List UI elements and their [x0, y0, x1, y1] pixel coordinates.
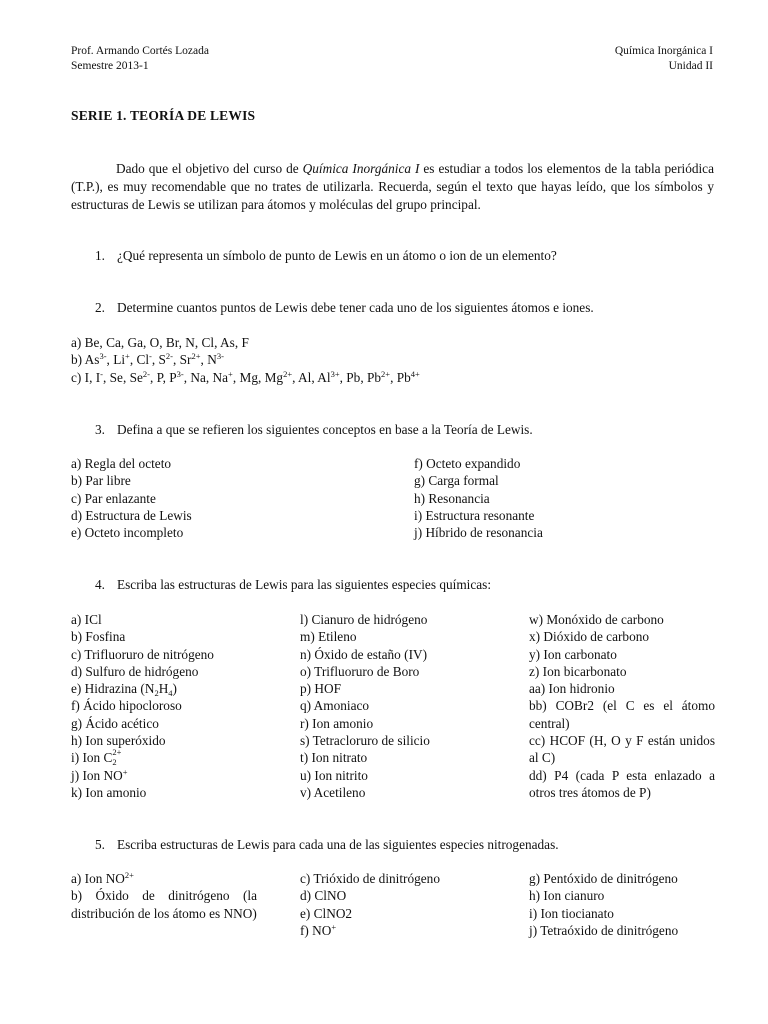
list-item: aa) Ion hidronio — [529, 681, 615, 697]
q5-col-2 — [300, 870, 440, 939]
list-item: d) Sulfuro de hidrógeno — [71, 663, 199, 679]
question-1: 1. ¿Qué representa un símbolo de punto de Lewis en un átomo o ion de un elemento? — [95, 248, 557, 263]
list-item: z) Ion bicarbonato — [529, 663, 627, 679]
list-item: f) Octeto expandido — [414, 456, 521, 471]
list-item: h) Resonancia — [414, 490, 490, 506]
list-item: s) Tetracloruro de silicio — [300, 733, 430, 749]
professor-name: Prof. Armando Cortés Lozada — [71, 45, 209, 57]
question-3: 3. Defina a que se refieren los siguientes conceptos en base a la Teoría de Lewis. — [95, 422, 533, 437]
header-right — [615, 44, 713, 74]
list-item: h) Ion superóxido — [71, 733, 166, 749]
list-item: p) HOF — [300, 681, 342, 697]
list-item: n) Óxido de estaño (IV) — [300, 646, 428, 662]
question-4: 4. Escriba las estructuras de Lewis para las siguientes especies químicas: — [95, 577, 492, 592]
q5-col-1 — [71, 870, 257, 922]
list-item: g) Pentóxido de dinitrógeno — [529, 871, 678, 886]
list-item: f) NO+ — [300, 921, 337, 938]
list-item: i) Ion C 2+ 2 — [71, 747, 122, 768]
list-item: cc) HCOF (H, O y F están unidos al C) — [529, 733, 715, 766]
list-item: f) Ácido hipocloroso — [71, 698, 182, 714]
list-item: i) Ion tiocianato — [529, 905, 614, 921]
list-item: d) ClNO — [300, 888, 347, 904]
question-2: 2. Determine cuantos puntos de Lewis debe tener cada uno de los siguientes átomos e iones. — [95, 300, 594, 315]
list-item: j) Tetraóxido de dinitrógeno — [529, 922, 679, 938]
q5-col-3 — [529, 870, 678, 939]
list-item: e) Octeto incompleto — [71, 525, 184, 541]
list-item: a) ICl — [71, 612, 102, 627]
list-item: k) Ion amonio — [71, 784, 147, 800]
q2-line-c: c) I, I-, Se, $Se^{2-}$, P, $P^{3-}$, Na, Na+, Mg, $Mg^{2+}$, Al, $Al^{3+}$, Pb, $Pb^{2+}$, $Pb^{4+}$ — [71, 369, 420, 385]
list-item: c) Trióxido de dinitrógeno — [300, 871, 440, 886]
list-item: e) Hidrazina $(N_2H_4)$ — [71, 681, 177, 699]
question-5: 5. Escriba estructuras de Lewis para cada una de las siguientes especies nitrogenadas. — [95, 837, 559, 852]
list-item: o) Trifluoruro de Boro — [300, 663, 420, 679]
q3-col-left — [71, 455, 192, 541]
list-item: w) Monóxido de carbono — [529, 612, 664, 627]
list-item: j) Ion NO+ — [71, 766, 128, 783]
intro-paragraph: Dado que el objetivo del curso de Química Inorgánica I es estudiar a todos los elementos de la tabla periódica (T.P.), es muy recomendable que no trates de utilizarla. Recuerda, según el texto que hayas leído, que los símbolos y estructuras de Lewis se utilizan para átomos y moléculas del grupo principal. — [71, 161, 714, 212]
list-item: a) Regla del octeto — [71, 456, 172, 471]
list-item: v) Acetileno — [300, 784, 366, 800]
list-item: j) Híbrido de resonancia — [414, 525, 543, 541]
q4-col-3 — [529, 611, 715, 801]
list-item: h) Ion cianuro — [529, 888, 605, 904]
course-italic: Química Inorgánica I — [302, 161, 420, 176]
list-item: l) Cianuro de hidrógeno — [300, 612, 428, 627]
list-item: m) Etileno — [300, 629, 357, 645]
q3-col-right — [414, 455, 543, 541]
list-item: q) Amoniaco — [300, 698, 370, 714]
list-item: c) Par enlazante — [71, 490, 156, 506]
list-item: g) Carga formal — [414, 473, 499, 489]
q4-col-1 — [71, 611, 214, 801]
list-item: u) Ion nitrito — [300, 767, 368, 783]
page-title: SERIE 1. TEORÍA DE LEWIS — [71, 108, 256, 123]
list-item: b) Par libre — [71, 473, 131, 489]
list-item: c) Trifluoruro de nitrógeno — [71, 646, 214, 662]
semester: Semestre 2013-1 — [71, 60, 149, 72]
list-item: b) Óxido de dinitrógeno (la distribución de los átomo es NNO) — [71, 888, 257, 921]
list-item: a) Ion $NO^{2+}$ — [71, 870, 134, 886]
list-item: e) ClNO2 — [300, 905, 353, 921]
list-item: bb) COBr2 (el C es el átomo central) — [529, 698, 715, 731]
list-item: i) Estructura resonante — [414, 507, 535, 523]
q4-col-2 — [300, 611, 430, 801]
list-item: dd) P4 (cada P esta enlazado a otros tres átomos de P) — [529, 767, 715, 800]
list-item: g) Ácido acético — [71, 715, 159, 731]
unit-name: Unidad II — [668, 60, 713, 72]
list-item: x) Dióxido de carbono — [529, 629, 650, 645]
list-item: b) Fosfina — [71, 629, 126, 645]
q2-line-a: a) Be, Ca, Ga, O, Br, N, Cl, As, F — [71, 335, 249, 350]
list-item: y) Ion carbonato — [529, 646, 617, 662]
list-item: d) Estructura de Lewis — [71, 507, 192, 523]
list-item: t) Ion nitrato — [300, 750, 368, 766]
course-name: Química Inorgánica I — [614, 45, 713, 57]
list-item: r) Ion amonio — [300, 715, 374, 731]
header-left — [71, 44, 209, 74]
q2-line-b: b) $As^{3-}$, Li+, Cl-, $S^{2-}$, $Sr^{2+}$, $N^{3-}$ — [71, 351, 224, 367]
